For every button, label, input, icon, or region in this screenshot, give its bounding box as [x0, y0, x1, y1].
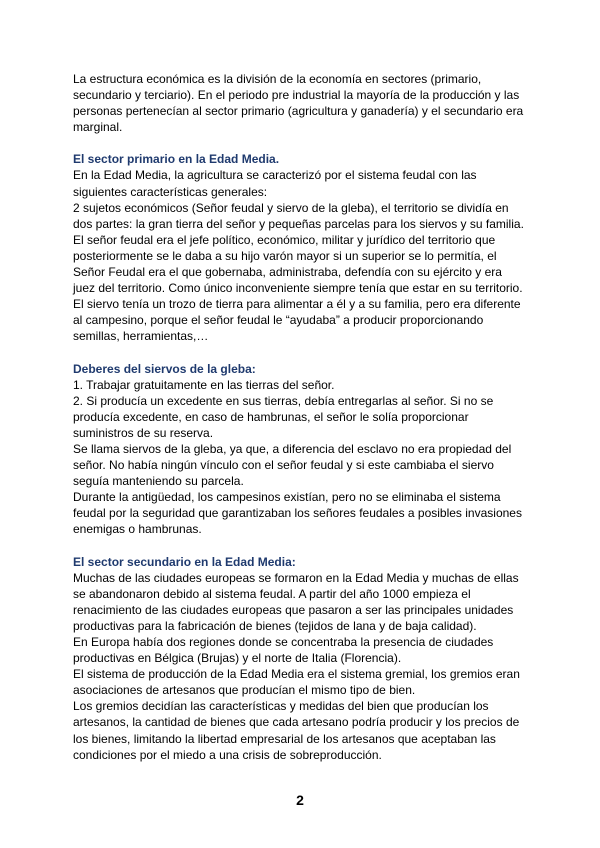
text-line: Se llama siervos de la gleba, ya que, a diferencia del esclavo no era propiedad del: [73, 441, 512, 456]
intro-paragraph: [73, 71, 538, 135]
text-line: al campesino, porque el señor feudal le “ayudaba” a producir proporcionando: [73, 313, 484, 328]
text-line: Los gremios decidían las características y medidas del bien que producían los: [73, 699, 489, 714]
text-line: En la Edad Media, la agricultura se caracterizó por el sistema feudal con las: [73, 168, 477, 183]
text-line: suministros de su reserva.: [73, 425, 214, 440]
text-line: El señor feudal era el jefe político, económico, militar y jurídico del territorio que: [73, 232, 496, 247]
text-line: dos partes: la gran tierra del señor y pequeñas parcelas para los siervos y su familia.: [73, 216, 524, 231]
text-line: 2 sujetos económicos (Señor feudal y siervo de la gleba), el territorio se dividía en: [73, 200, 509, 215]
text-line: juez del territorio. Como único inconveniente siempre tenía que estar en su territorio.: [73, 281, 523, 296]
text-line: artesanos, la cantidad de bienes que cada artesano podría producir y los precios de: [73, 715, 520, 730]
text-line: Señor Feudal era el que gobernaba, administraba, defendía con su ejército y era: [73, 265, 502, 280]
text-line: productivas para la fabricación de bienes (tejidos de lana y de baja calidad).: [73, 618, 477, 633]
text-line: marginal.: [73, 120, 123, 135]
text-line: asociaciones de artesanos que producían el mismo tipo de bien.: [73, 683, 416, 698]
section-heading-secondary: El sector secundario en la Edad Media:: [73, 554, 296, 569]
section-primary: [73, 151, 538, 344]
text-line: semillas, herramientas,…: [73, 329, 209, 344]
section-secondary: [73, 554, 538, 763]
section-heading-duties: Deberes del siervos de la gleba:: [73, 361, 256, 376]
text-line: feudal por la seguridad que garantizaban los señores feudales a posibles invasiones: [73, 506, 522, 521]
document-body: [73, 71, 538, 763]
text-line: secundario y terciario). En el periodo pre industrial la mayoría de la producción y las: [73, 88, 520, 103]
text-line: 1. Trabajar gratuitamente en las tierras del señor.: [73, 377, 335, 392]
text-line: posteriormente se le daba a su hijo varón mayor si un superior se lo permitía, el: [73, 248, 497, 263]
text-line: productivas en Bélgica (Brujas) y el norte de Italia (Florencia).: [73, 651, 402, 666]
text-line: señor. No había ningún vínculo con el señor feudal y si este cambiaba el siervo: [73, 458, 494, 473]
text-line: enemigas o hambrunas.: [73, 522, 202, 537]
text-line: Muchas de las ciudades europeas se formaron en la Edad Media y muchas de ellas: [73, 570, 519, 585]
section-duties: [73, 361, 538, 538]
text-line: siguientes características generales:: [73, 184, 268, 199]
text-line: Durante la antigüedad, los campesinos existían, pero no se eliminaba el sistema: [73, 490, 501, 505]
section-heading-primary: El sector primario en la Edad Media.: [73, 152, 280, 167]
page-number: 2: [296, 792, 304, 808]
text-line: seguía manteniendo su parcela.: [73, 474, 244, 489]
text-line: La estructura económica es la división de la economía en sectores (primario,: [73, 72, 482, 86]
text-line: los bienes, limitando la libertad empresarial de los artesanos que aceptaban las: [73, 731, 496, 746]
text-line: El sistema de producción de la Edad Media era el sistema gremial, los gremios eran: [73, 667, 520, 682]
text-line: condiciones por el miedo a una crisis de sobreproducción.: [73, 747, 382, 762]
text-line: El siervo tenía un trozo de tierra para alimentar a él y a su familia, pero era diferente: [73, 297, 521, 312]
text-line: En Europa había dos regiones donde se concentraba la presencia de ciudades: [73, 635, 494, 649]
text-line: producía excedente, en caso de hambrunas, el señor le solía proporcionar: [73, 409, 469, 424]
text-line: 2. Si producía un excedente en sus tierras, debía entregarlas al señor. Si no se: [73, 393, 494, 408]
text-line: se abandonaron debido al sistema feudal. A partir del año 1000 empieza el: [73, 586, 471, 601]
text-line: renacimiento de las ciudades europeas que pasaron a ser las principales unidades: [73, 602, 514, 617]
text-line: personas pertenecían al sector primario (agricultura y ganadería) y el secundario era: [73, 104, 524, 119]
